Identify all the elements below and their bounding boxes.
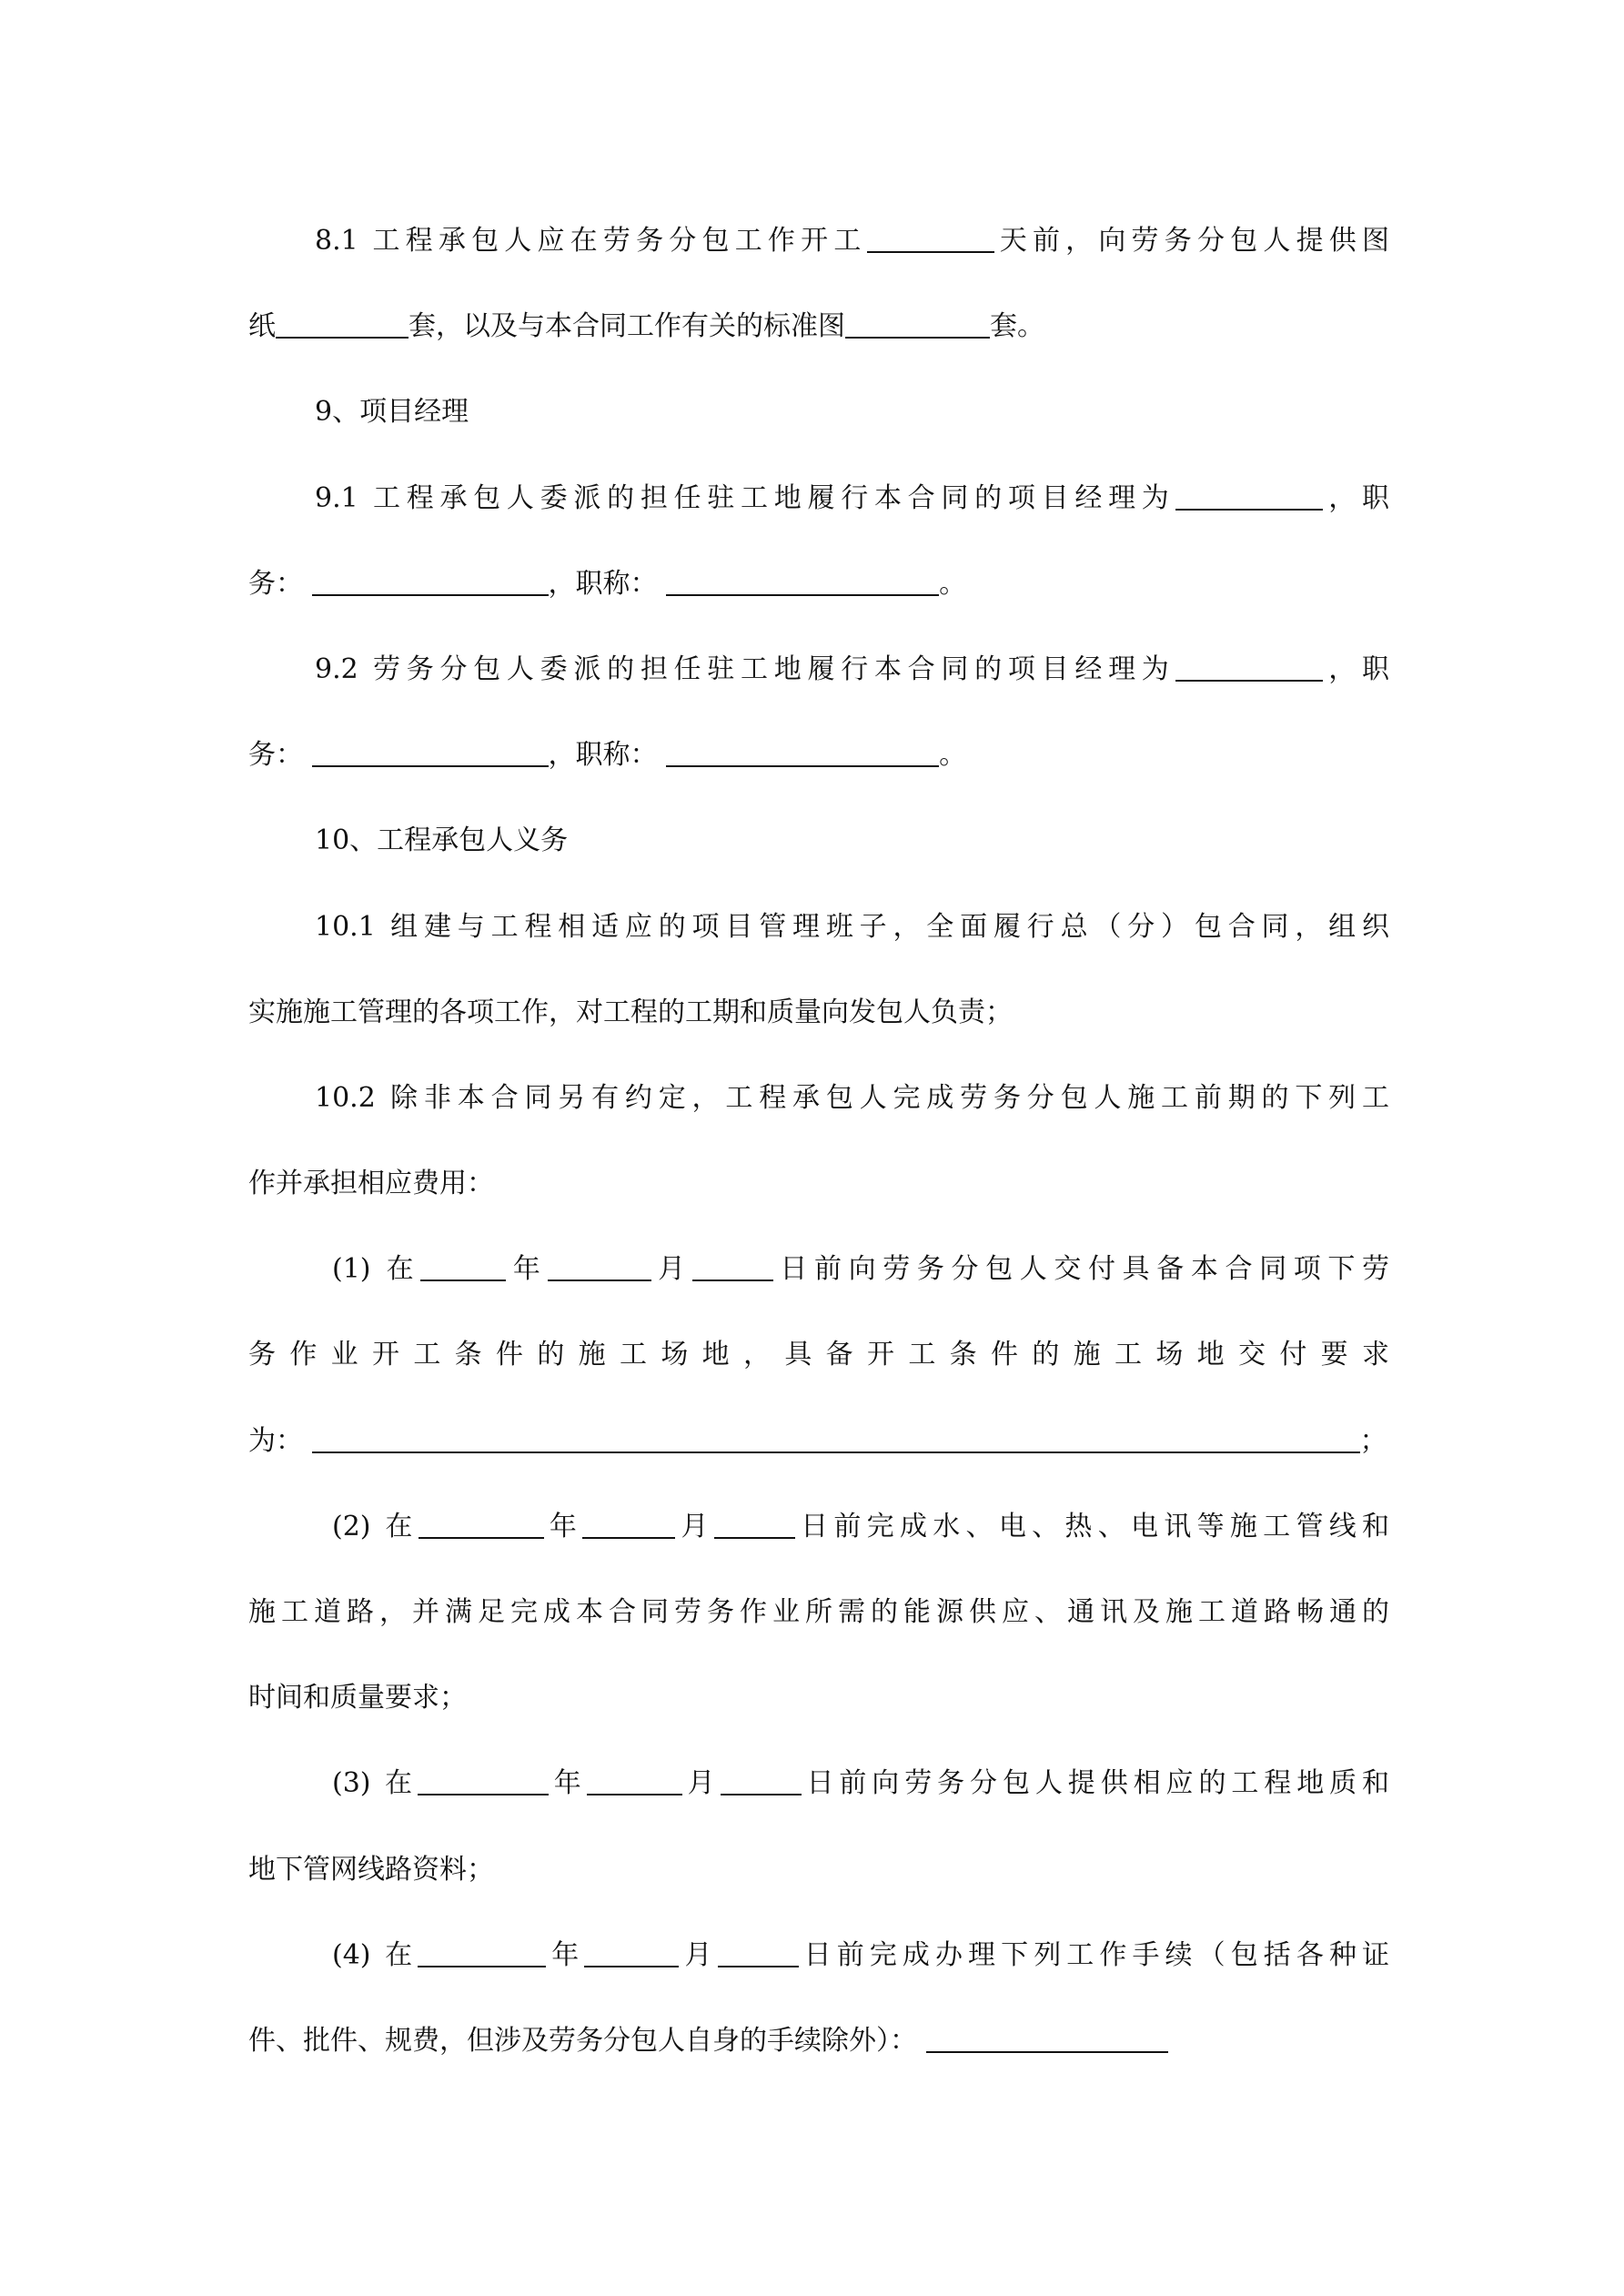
text: (2) 在 — [332, 1510, 419, 1542]
day-blank[interactable] — [714, 1536, 795, 1539]
clause-8-1 — [248, 198, 1389, 284]
text: 日前向劳务分包人交付具备本合同项下劳 — [772, 1253, 1389, 1286]
text: 8.1 工程承包人应在劳务分包工作开工 — [315, 225, 867, 257]
blank-field[interactable] — [1175, 508, 1323, 511]
month-blank[interactable] — [548, 1279, 651, 1281]
text: ，职称： — [548, 567, 658, 600]
item-1-cont2 — [248, 1399, 1389, 1484]
blank-field[interactable] — [276, 336, 409, 339]
day-blank[interactable] — [692, 1279, 773, 1281]
text: ，职 — [1322, 481, 1389, 514]
item-2-cont2: 时间和质量要求； — [248, 1682, 467, 1714]
item-3-cont: 地下管网线路资料； — [248, 1853, 494, 1886]
blank-field[interactable] — [666, 593, 939, 596]
item-2-cont: 施工道路，并满足完成本合同劳务作业所需的能源供应、通讯及施工道路畅通的 — [248, 1596, 1389, 1628]
blank-field[interactable] — [312, 1451, 1360, 1453]
year-blank[interactable] — [420, 1279, 506, 1281]
clause-9-2-cont — [248, 713, 1389, 798]
text: 年 — [543, 1510, 583, 1542]
day-blank[interactable] — [721, 1793, 802, 1795]
year-blank[interactable] — [418, 1965, 546, 1967]
text: 年 — [506, 1253, 548, 1286]
month-blank[interactable] — [582, 1536, 675, 1539]
text: 天前，向劳务分包人提供图 — [994, 225, 1389, 257]
blank-field[interactable] — [1175, 679, 1323, 682]
text: 。 — [939, 739, 967, 772]
text: (3) 在 — [332, 1767, 418, 1800]
blank-field[interactable] — [867, 250, 994, 253]
text: ，职称： — [548, 739, 658, 772]
text: 为： — [248, 1424, 303, 1457]
text: 日前完成水、电、热、电讯等施工管线和 — [794, 1510, 1389, 1542]
clause-10-2-cont: 作并承担相应费用： — [248, 1168, 494, 1200]
text: 月 — [681, 1767, 721, 1800]
clause-10-2: 10.2 除非本合同另有约定，工程承包人完成劳务分包人施工前期的下列工 — [315, 1081, 1389, 1114]
blank-field[interactable] — [666, 764, 939, 767]
text: 套，以及与本合同工作有关的标准图 — [409, 310, 845, 343]
text: 月 — [675, 1510, 714, 1542]
text: 年 — [546, 1938, 585, 1971]
clause-9-1 — [248, 456, 1389, 541]
month-blank[interactable] — [584, 1965, 679, 1967]
text: 年 — [548, 1767, 587, 1800]
text: 件、批件、规费，但涉及劳务分包人自身的手续除外）： — [248, 2024, 917, 2057]
year-blank[interactable] — [419, 1536, 544, 1539]
item-2 — [248, 1484, 1389, 1570]
item-4 — [248, 1913, 1389, 1998]
month-blank[interactable] — [587, 1793, 682, 1795]
blank-field[interactable] — [312, 593, 549, 596]
item-1-cont: 务作业开工条件的施工场地，具备开工条件的施工场地交付要求 — [248, 1339, 1389, 1371]
item-1 — [248, 1227, 1389, 1312]
clause-10-1: 10.1 组建与工程相适应的项目管理班子，全面履行总（分）包合同，组织 — [315, 910, 1389, 943]
text: 日前完成办理下列工作手续（包括各种证 — [798, 1938, 1389, 1971]
clause-8-1-cont — [248, 284, 1389, 369]
text: (1) 在 — [332, 1253, 421, 1286]
day-blank[interactable] — [718, 1965, 799, 1967]
heading-9: 9、项目经理 — [315, 396, 469, 429]
text: 套。 — [990, 310, 1044, 343]
blank-field[interactable] — [845, 336, 990, 339]
text: 。 — [939, 567, 967, 600]
text: (4) 在 — [332, 1938, 419, 1971]
text: 日前向劳务分包人提供相应的工程地质和 — [801, 1767, 1389, 1800]
text: 月 — [679, 1938, 718, 1971]
text: 务： — [248, 739, 303, 772]
year-blank[interactable] — [418, 1793, 549, 1795]
item-3 — [248, 1741, 1389, 1826]
item-4-cont — [248, 1998, 1389, 2084]
text: ，职 — [1322, 652, 1389, 685]
blank-field[interactable] — [926, 2050, 1168, 2053]
text: 9.1 工程承包人委派的担任驻工地履行本合同的项目经理为 — [315, 481, 1175, 514]
contract-page — [248, 198, 1389, 2084]
text: 纸 — [248, 310, 276, 343]
clause-9-1-cont — [248, 541, 1389, 627]
blank-field[interactable] — [312, 764, 549, 767]
text: ； — [1359, 1424, 1387, 1457]
clause-10-1-cont: 实施施工管理的各项工作，对工程的工期和质量向发包人负责； — [248, 996, 1013, 1028]
text: 月 — [651, 1253, 692, 1286]
text: 9.2 劳务分包人委派的担任驻工地履行本合同的项目经理为 — [315, 652, 1175, 685]
text: 务： — [248, 567, 303, 600]
heading-10: 10、工程承包人义务 — [315, 824, 569, 857]
clause-9-2 — [248, 627, 1389, 713]
